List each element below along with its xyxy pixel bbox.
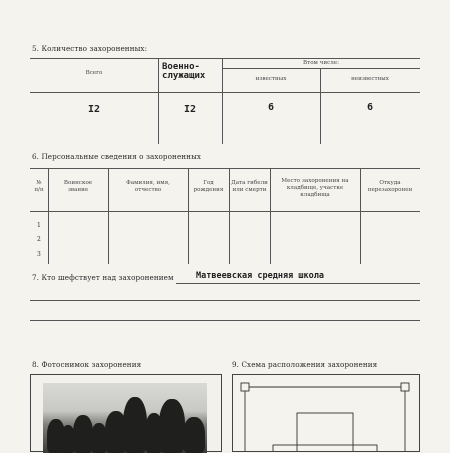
section-6-title: 6. Персональные сведения о захороненных [32, 152, 202, 161]
section-9-title: 9. Схема расположения захоронения [232, 360, 378, 369]
value-unknown: 6 [366, 102, 374, 113]
section-8-title: 8. Фотоснимок захоронения [32, 360, 142, 369]
blank-line [30, 320, 420, 321]
value-total: I2 [87, 104, 101, 115]
header-unknown: неизвестных [351, 76, 389, 82]
header-known: известных [255, 76, 287, 82]
value-military: I2 [183, 104, 197, 115]
row-number: 1 [37, 222, 41, 229]
photo-frame [30, 374, 222, 452]
header-birth-year: Год рождения [193, 180, 224, 193]
header-military: Военно- служащих [162, 62, 206, 81]
scheme-drawing [233, 375, 419, 451]
section-7-title: 7. Кто шефствует над захоронением [32, 273, 174, 282]
header-reburied-from: Откуда перезахоронен [367, 180, 413, 193]
patron-name: Матвеевская средняя школа [196, 271, 324, 281]
header-number: № п/п [34, 180, 44, 193]
burial-photo [43, 383, 207, 453]
blank-line [30, 300, 420, 301]
header-burial-place: Место захоронения на кладбище, участке кладбища [281, 178, 349, 198]
header-total: Всего [85, 70, 103, 76]
value-known: 6 [267, 102, 275, 113]
burial-scheme [232, 374, 420, 452]
header-name: Фамилия, имя, отчество [126, 180, 170, 193]
row-number: 2 [37, 236, 41, 243]
row-number: 3 [37, 251, 41, 258]
patron-underline [176, 283, 420, 284]
header-death-date: Дата гибели или смерти [231, 180, 268, 193]
header-rank: Воинское звание [63, 180, 93, 193]
section-5-title: 5. Количество захороненных: [32, 44, 148, 53]
header-including: Втом числе: [302, 60, 339, 66]
